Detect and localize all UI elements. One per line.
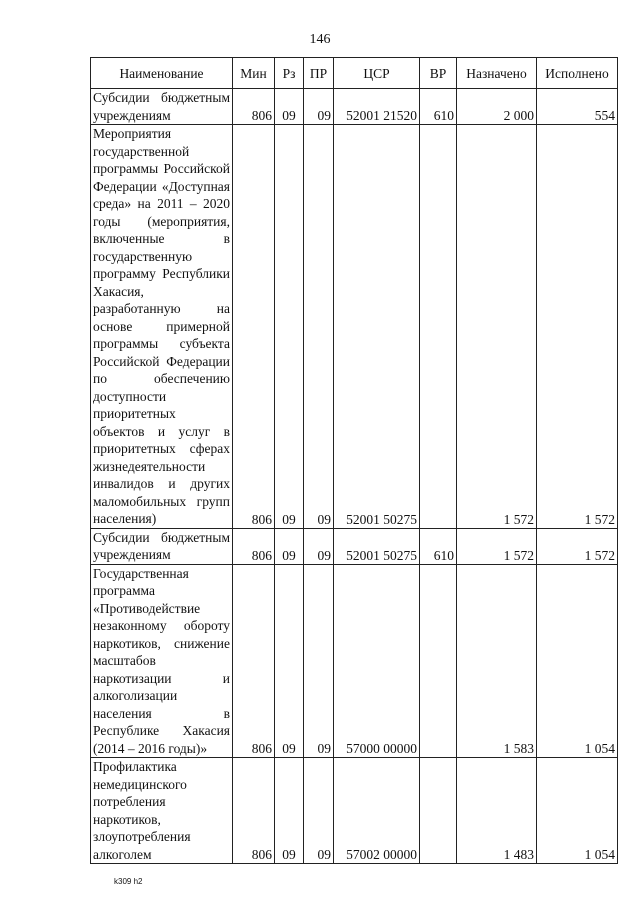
row-assigned: 2 000	[457, 89, 537, 125]
row-csr: 57000 00000	[334, 564, 420, 758]
row-name: Государственная программа «Противодействие незаконному обороту наркотиков, снижение масштабов наркотизации и алкоголизации населения в Республике Хакасия (2014 – 2016 годы)»	[91, 564, 233, 758]
row-executed: 554	[537, 89, 618, 125]
row-min: 806	[233, 125, 275, 529]
row-min: 806	[233, 89, 275, 125]
row-min: 806	[233, 528, 275, 564]
table-row	[91, 564, 618, 758]
header-executed: Исполнено	[537, 58, 618, 89]
row-vr	[420, 564, 457, 758]
header-rz: Рз	[275, 58, 304, 89]
header-assigned: Назначено	[457, 58, 537, 89]
row-pr: 09	[304, 89, 334, 125]
table-row	[91, 125, 618, 529]
row-rz: 09	[275, 125, 304, 529]
row-assigned: 1 572	[457, 528, 537, 564]
row-min: 806	[233, 758, 275, 864]
row-assigned: 1 483	[457, 758, 537, 864]
row-name: Профилактика немедицинского потребления наркотиков, злоупотребления алкоголем	[91, 758, 233, 864]
row-csr: 52001 50275	[334, 528, 420, 564]
header-pr: ПР	[304, 58, 334, 89]
header-csr: ЦСР	[334, 58, 420, 89]
row-pr: 09	[304, 564, 334, 758]
row-min: 806	[233, 564, 275, 758]
row-name: Субсидии бюджетным учреждениям	[91, 89, 233, 125]
row-pr: 09	[304, 758, 334, 864]
page-number: 146	[309, 32, 331, 47]
row-vr: 610	[420, 89, 457, 125]
row-name: Мероприятия государственной программы Российской Федерации «Доступная среда» на 2011 – 2020 годы (мероприятия, включенные в государственную программу Республики Хакасия, разработанную на основе примерной программы субъекта Российской Федерации по обеспечению доступности приоритетных объектов и услуг в приоритетных сферах жизнедеятельности инвалидов и других маломобильных групп населения)	[91, 125, 233, 529]
row-executed: 1 572	[537, 125, 618, 529]
row-executed: 1 054	[537, 564, 618, 758]
table-row	[91, 89, 618, 125]
row-rz: 09	[275, 758, 304, 864]
row-assigned: 1 583	[457, 564, 537, 758]
footer-document-code: k309 h2	[114, 877, 143, 886]
header-vr: ВР	[420, 58, 457, 89]
row-rz: 09	[275, 564, 304, 758]
table-header-row	[91, 58, 618, 89]
row-csr: 52001 50275	[334, 125, 420, 529]
row-assigned: 1 572	[457, 125, 537, 529]
row-csr: 52001 21520	[334, 89, 420, 125]
row-vr	[420, 758, 457, 864]
row-pr: 09	[304, 125, 334, 529]
table-row	[91, 528, 618, 564]
row-rz: 09	[275, 528, 304, 564]
row-rz: 09	[275, 89, 304, 125]
row-executed: 1 572	[537, 528, 618, 564]
table-row	[91, 758, 618, 864]
header-name: Наименование	[91, 58, 233, 89]
row-name: Субсидии бюджетным учреждениям	[91, 528, 233, 564]
row-vr: 610	[420, 528, 457, 564]
header-min: Мин	[233, 58, 275, 89]
row-vr	[420, 125, 457, 529]
row-pr: 09	[304, 528, 334, 564]
row-executed: 1 054	[537, 758, 618, 864]
budget-table	[90, 57, 618, 864]
row-csr: 57002 00000	[334, 758, 420, 864]
